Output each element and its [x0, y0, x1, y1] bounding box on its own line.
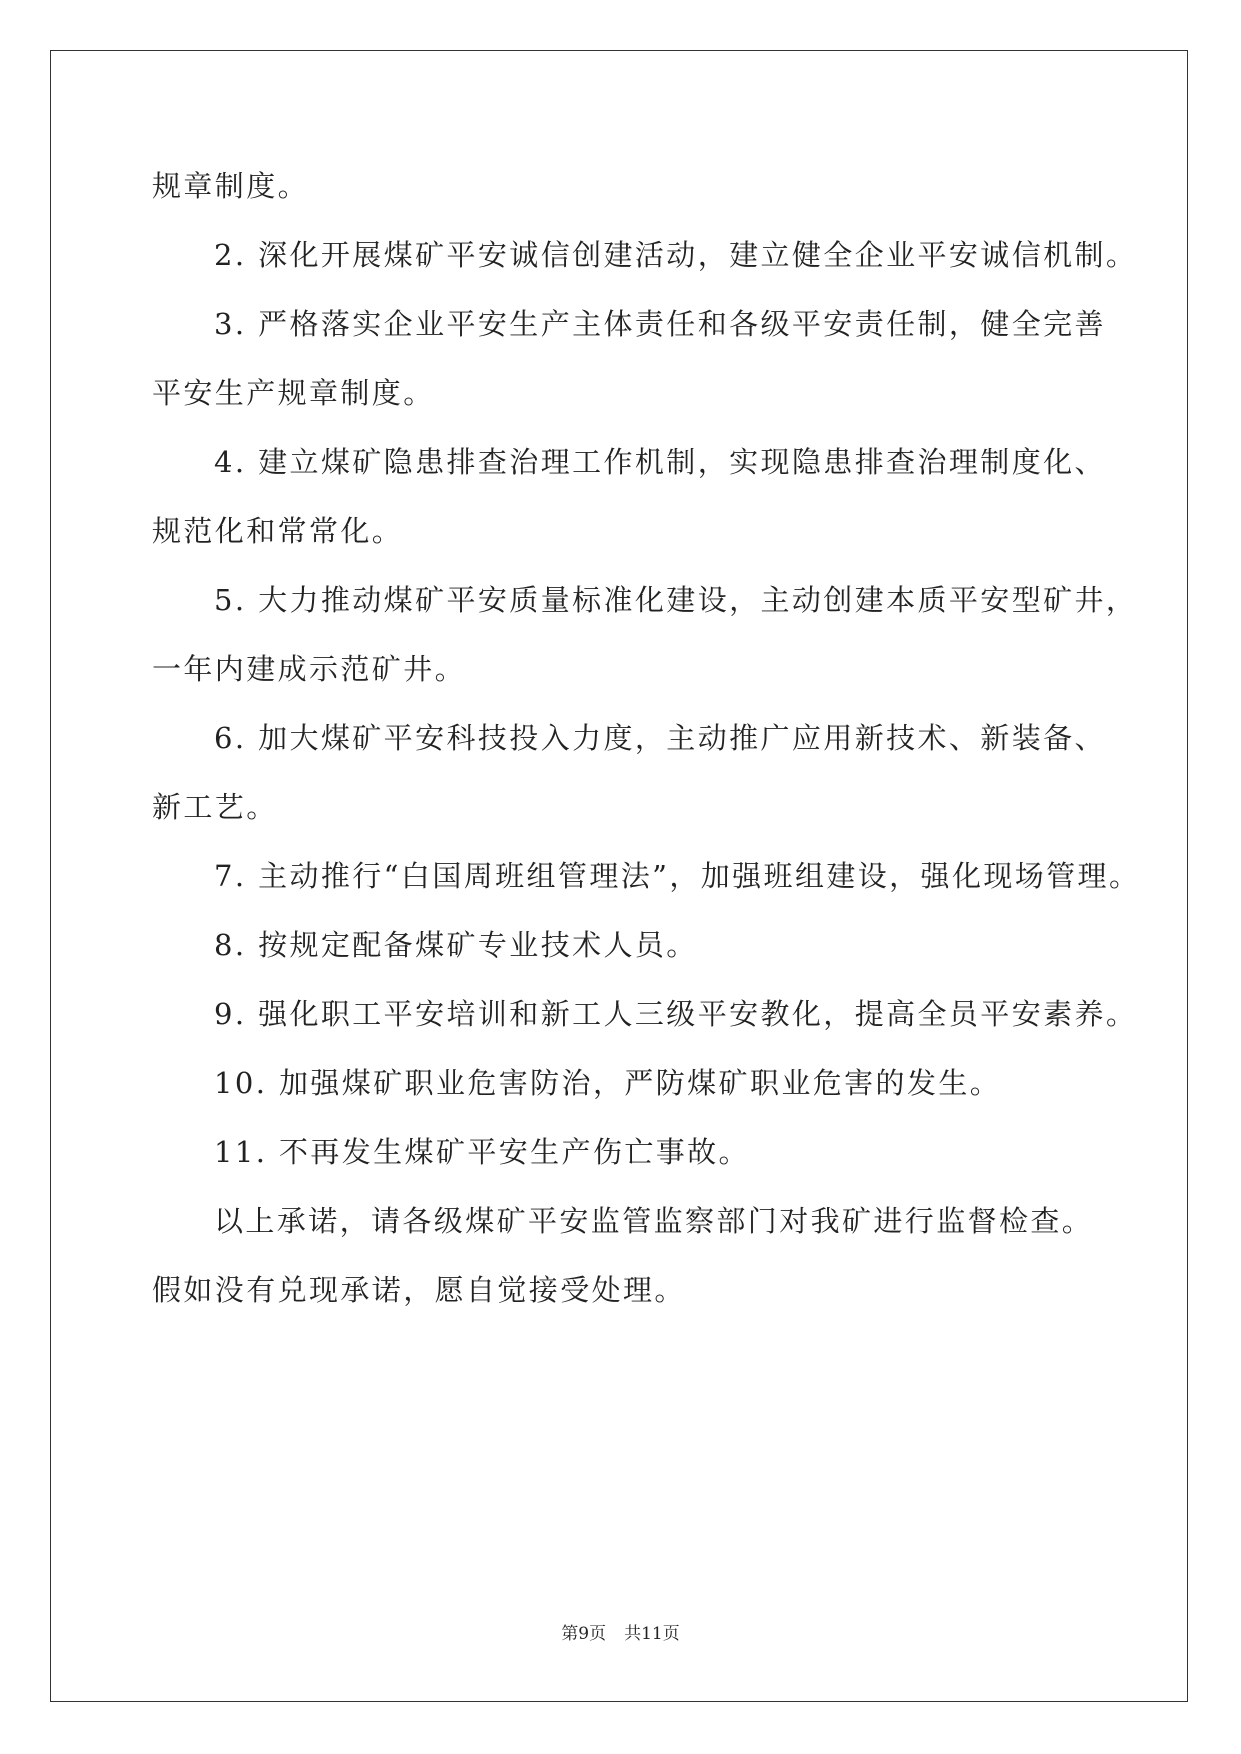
list-item-4: 4. 建立煤矿隐患排查治理工作机制，实现隐患排查治理制度化、: [214, 445, 1106, 479]
list-item-6: 6. 加大煤矿平安科技投入力度，主动推广应用新技术、新装备、: [214, 721, 1106, 755]
text-line: 规章制度。: [152, 169, 310, 203]
current-page-label: 第9页: [561, 1624, 607, 1644]
list-item-11: 11. 不再发生煤矿平安生产伤亡事故。: [214, 1135, 750, 1169]
list-item-9: 9. 强化职工平安培训和新工人三级平安教化，提高全员平安素养。: [214, 997, 1138, 1031]
list-item-2: 2. 深化开展煤矿平安诚信创建活动，建立健全企业平安诚信机制。: [214, 238, 1138, 272]
list-item-5: 5. 大力推动煤矿平安质量标准化建设，主动创建本质平安型矿井，: [214, 583, 1138, 617]
page-footer: [0, 1622, 1241, 1646]
list-item-7: 7. 主动推行“白国周班组管理法”，加强班组建设，强化现场管理。: [214, 859, 1141, 893]
text-line: 假如没有兑现承诺，愿自觉接受处理。: [152, 1273, 686, 1307]
text-line: 一年内建成示范矿井。: [152, 652, 467, 686]
list-item-8: 8. 按规定配备煤矿专业技术人员。: [214, 928, 698, 962]
text-line: 平安生产规章制度。: [152, 376, 435, 410]
list-item-10: 10. 加强煤矿职业危害防治，严防煤矿职业危害的发生。: [214, 1066, 1002, 1100]
text-line: 新工艺。: [152, 790, 278, 824]
text-line: 规范化和常常化。: [152, 514, 404, 548]
list-item-3: 3. 严格落实企业平安生产主体责任和各级平安责任制，健全完善: [214, 307, 1106, 341]
closing-paragraph: 以上承诺，请各级煤矿平安监管监察部门对我矿进行监督检查。: [214, 1204, 1094, 1238]
total-pages-label: 共11页: [624, 1624, 680, 1644]
